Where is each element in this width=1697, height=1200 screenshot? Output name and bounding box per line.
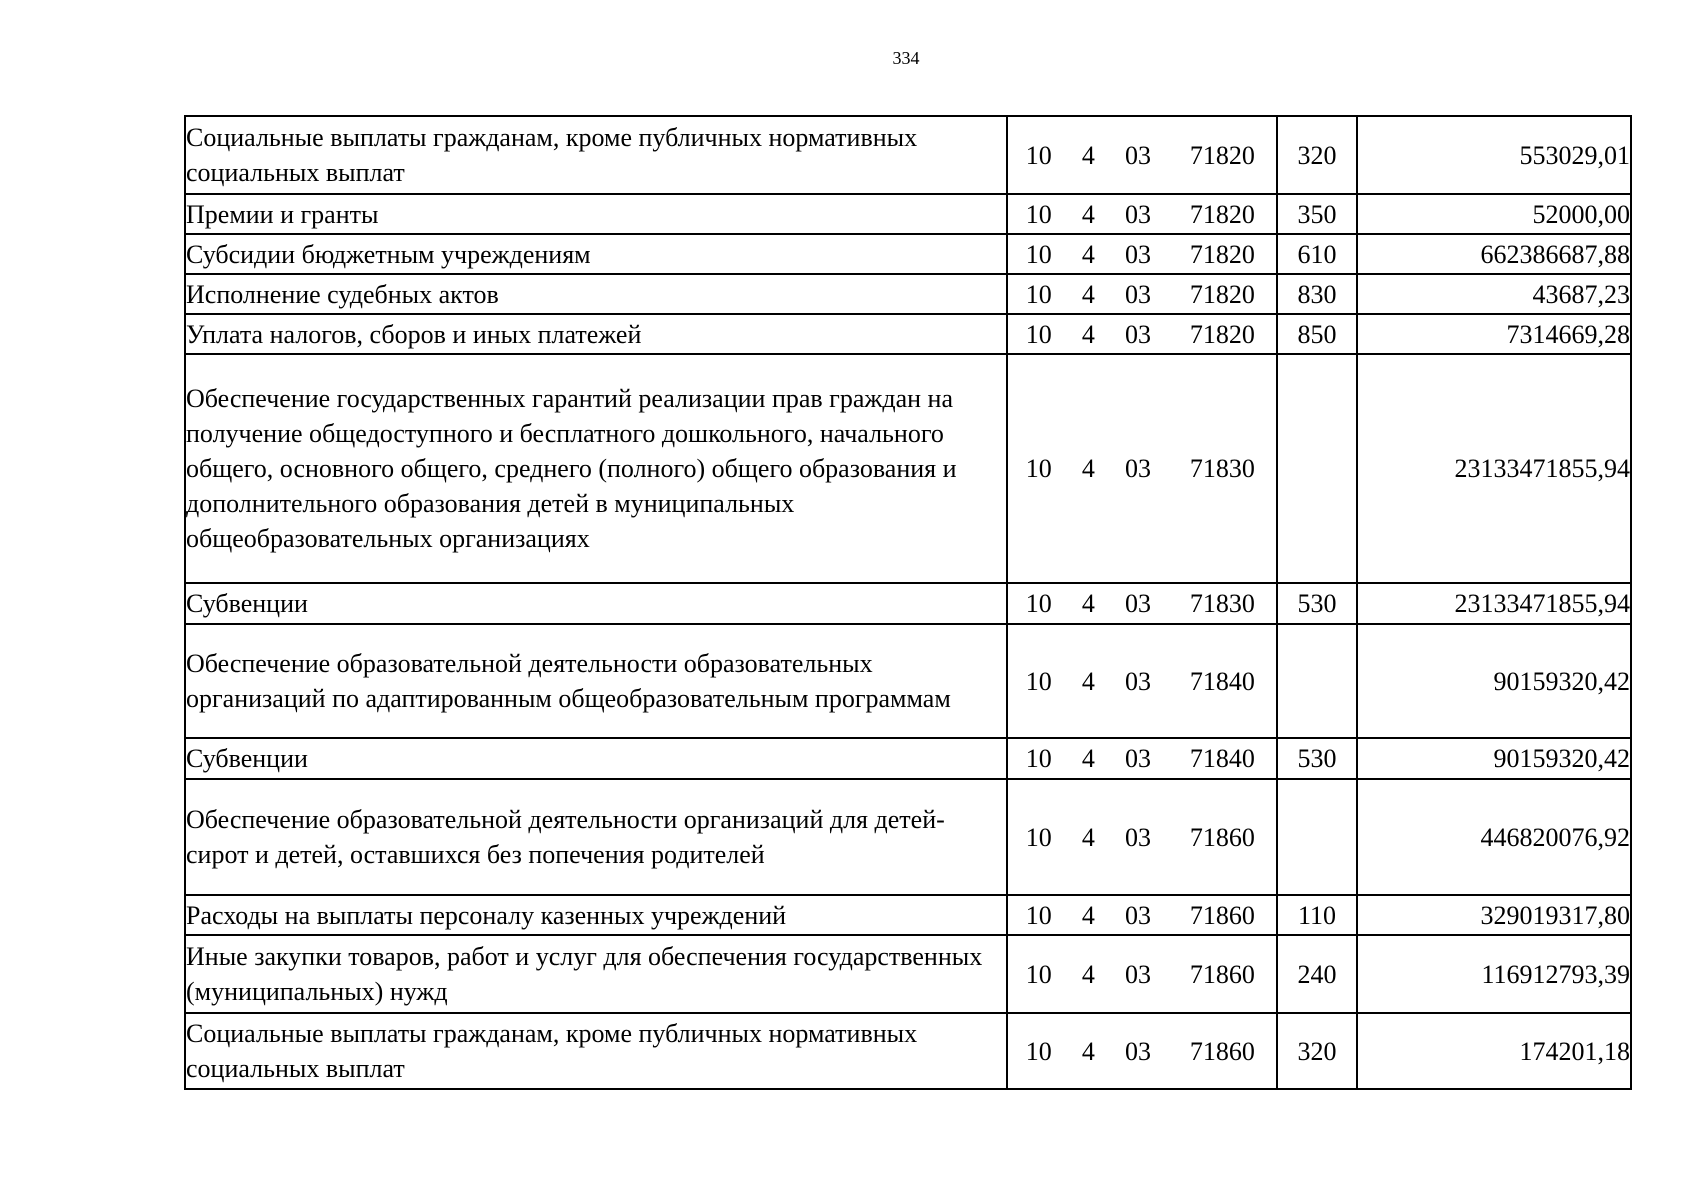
row-name: Премии и гранты bbox=[185, 194, 1007, 234]
row-program: 4 bbox=[1081, 140, 1095, 170]
row-program: 4 bbox=[1081, 666, 1095, 696]
row-subprogram: 03 bbox=[1125, 279, 1152, 309]
row-razdel: 10 bbox=[1025, 319, 1052, 349]
row-program: 4 bbox=[1081, 959, 1095, 989]
budget-table bbox=[184, 115, 1632, 1090]
row-name: Исполнение судебных актов bbox=[185, 274, 1007, 314]
row-razdel: 10 bbox=[1025, 1036, 1052, 1066]
row-razdel: 10 bbox=[1025, 279, 1052, 309]
row-razdel: 10 bbox=[1025, 900, 1052, 930]
row-direction: 71860 bbox=[1189, 1036, 1255, 1066]
row-razdel: 10 bbox=[1025, 822, 1052, 852]
table-row bbox=[185, 895, 1631, 935]
row-program: 4 bbox=[1081, 744, 1095, 773]
row-expense-type: 850 bbox=[1277, 314, 1357, 354]
row-expense-type: 830 bbox=[1277, 274, 1357, 314]
row-razdel: 10 bbox=[1025, 959, 1052, 989]
row-name: Иные закупки товаров, работ и услуг для обеспечения государственных (муниципальных) нужд bbox=[185, 935, 1007, 1013]
table-row bbox=[185, 935, 1631, 1013]
row-subprogram: 03 bbox=[1125, 239, 1152, 269]
row-codes bbox=[1007, 1013, 1277, 1089]
row-codes bbox=[1007, 624, 1277, 738]
row-sum: 43687,23 bbox=[1357, 274, 1631, 314]
table-row bbox=[185, 1013, 1631, 1089]
row-subprogram: 03 bbox=[1125, 959, 1152, 989]
row-direction: 71830 bbox=[1189, 589, 1255, 618]
row-subprogram: 03 bbox=[1125, 822, 1152, 852]
row-expense-type: 350 bbox=[1277, 194, 1357, 234]
row-codes bbox=[1007, 583, 1277, 624]
table-row bbox=[185, 194, 1631, 234]
row-name: Обеспечение образовательной деятельности образовательных организаций по адаптированным общеобразовательным программам bbox=[185, 624, 1007, 738]
table-row bbox=[185, 779, 1631, 895]
row-name: Расходы на выплаты персоналу казенных учреждений bbox=[185, 895, 1007, 935]
row-expense-type bbox=[1277, 624, 1357, 738]
row-codes bbox=[1007, 895, 1277, 935]
row-direction: 71840 bbox=[1189, 744, 1255, 773]
table-row bbox=[185, 116, 1631, 194]
row-expense-type bbox=[1277, 779, 1357, 895]
row-direction: 71820 bbox=[1189, 279, 1255, 309]
row-codes bbox=[1007, 116, 1277, 194]
row-program: 4 bbox=[1081, 454, 1095, 483]
row-program: 4 bbox=[1081, 589, 1095, 618]
table-row bbox=[185, 314, 1631, 354]
row-program: 4 bbox=[1081, 822, 1095, 852]
row-razdel: 10 bbox=[1025, 454, 1052, 483]
row-codes bbox=[1007, 935, 1277, 1013]
row-name: Обеспечение государственных гарантий реализации прав граждан на получение общедоступного и бесплатного дошкольного, начального общего, основного общего, среднего (полного) общего образования и дополнительного образования детей в муниципальных общеобразовательных организациях bbox=[185, 354, 1007, 583]
row-expense-type: 530 bbox=[1277, 738, 1357, 779]
row-program: 4 bbox=[1081, 900, 1095, 930]
row-direction: 71820 bbox=[1189, 199, 1255, 229]
row-sum: 52000,00 bbox=[1357, 194, 1631, 234]
row-program: 4 bbox=[1081, 199, 1095, 229]
table-row bbox=[185, 738, 1631, 779]
row-razdel: 10 bbox=[1025, 199, 1052, 229]
table-row bbox=[185, 624, 1631, 738]
row-codes bbox=[1007, 738, 1277, 779]
row-program: 4 bbox=[1081, 319, 1095, 349]
row-sum: 23133471855,94 bbox=[1357, 583, 1631, 624]
row-direction: 71820 bbox=[1189, 319, 1255, 349]
row-subprogram: 03 bbox=[1125, 589, 1152, 618]
row-expense-type: 110 bbox=[1277, 895, 1357, 935]
row-direction: 71820 bbox=[1189, 140, 1255, 170]
row-codes bbox=[1007, 194, 1277, 234]
row-sum: 553029,01 bbox=[1357, 116, 1631, 194]
row-sum: 7314669,28 bbox=[1357, 314, 1631, 354]
row-sum: 90159320,42 bbox=[1357, 738, 1631, 779]
row-subprogram: 03 bbox=[1125, 900, 1152, 930]
row-sum: 90159320,42 bbox=[1357, 624, 1631, 738]
row-direction: 71860 bbox=[1189, 822, 1255, 852]
page-number: 334 bbox=[892, 48, 920, 68]
row-program: 4 bbox=[1081, 279, 1095, 309]
row-direction: 71840 bbox=[1189, 666, 1255, 696]
row-program: 4 bbox=[1081, 239, 1095, 269]
row-subprogram: 03 bbox=[1125, 319, 1152, 349]
table-row bbox=[185, 583, 1631, 624]
row-name: Субсидии бюджетным учреждениям bbox=[185, 234, 1007, 274]
row-direction: 71830 bbox=[1189, 454, 1255, 483]
row-codes bbox=[1007, 779, 1277, 895]
row-direction: 71860 bbox=[1189, 959, 1255, 989]
row-subprogram: 03 bbox=[1125, 744, 1152, 773]
row-name: Субвенции bbox=[185, 738, 1007, 779]
row-expense-type: 530 bbox=[1277, 583, 1357, 624]
row-razdel: 10 bbox=[1025, 666, 1052, 696]
row-subprogram: 03 bbox=[1125, 140, 1152, 170]
row-subprogram: 03 bbox=[1125, 199, 1152, 229]
table-row bbox=[185, 234, 1631, 274]
row-expense-type: 320 bbox=[1277, 1013, 1357, 1089]
row-sum: 116912793,39 bbox=[1357, 935, 1631, 1013]
row-direction: 71820 bbox=[1189, 239, 1255, 269]
row-razdel: 10 bbox=[1025, 239, 1052, 269]
row-expense-type: 610 bbox=[1277, 234, 1357, 274]
row-name: Социальные выплаты гражданам, кроме публичных нормативных социальных выплат bbox=[185, 1013, 1007, 1089]
row-direction: 71860 bbox=[1189, 900, 1255, 930]
table-body bbox=[185, 116, 1631, 1089]
row-name: Обеспечение образовательной деятельности организаций для детей-сирот и детей, оставшихся без попечения родителей bbox=[185, 779, 1007, 895]
row-codes bbox=[1007, 314, 1277, 354]
row-name: Субвенции bbox=[185, 583, 1007, 624]
row-subprogram: 03 bbox=[1125, 666, 1152, 696]
row-codes bbox=[1007, 274, 1277, 314]
row-razdel: 10 bbox=[1025, 140, 1052, 170]
table-row bbox=[185, 354, 1631, 583]
row-expense-type: 240 bbox=[1277, 935, 1357, 1013]
row-sum: 662386687,88 bbox=[1357, 234, 1631, 274]
row-codes bbox=[1007, 234, 1277, 274]
row-razdel: 10 bbox=[1025, 589, 1052, 618]
row-razdel: 10 bbox=[1025, 744, 1052, 773]
row-sum: 23133471855,94 bbox=[1357, 354, 1631, 583]
row-expense-type bbox=[1277, 354, 1357, 583]
table-row bbox=[185, 274, 1631, 314]
row-sum: 446820076,92 bbox=[1357, 779, 1631, 895]
row-sum: 329019317,80 bbox=[1357, 895, 1631, 935]
row-subprogram: 03 bbox=[1125, 454, 1152, 483]
row-sum: 174201,18 bbox=[1357, 1013, 1631, 1089]
row-program: 4 bbox=[1081, 1036, 1095, 1066]
row-name: Социальные выплаты гражданам, кроме публичных нормативных социальных выплат bbox=[185, 116, 1007, 194]
row-codes bbox=[1007, 354, 1277, 583]
row-expense-type: 320 bbox=[1277, 116, 1357, 194]
row-subprogram: 03 bbox=[1125, 1036, 1152, 1066]
row-name: Уплата налогов, сборов и иных платежей bbox=[185, 314, 1007, 354]
